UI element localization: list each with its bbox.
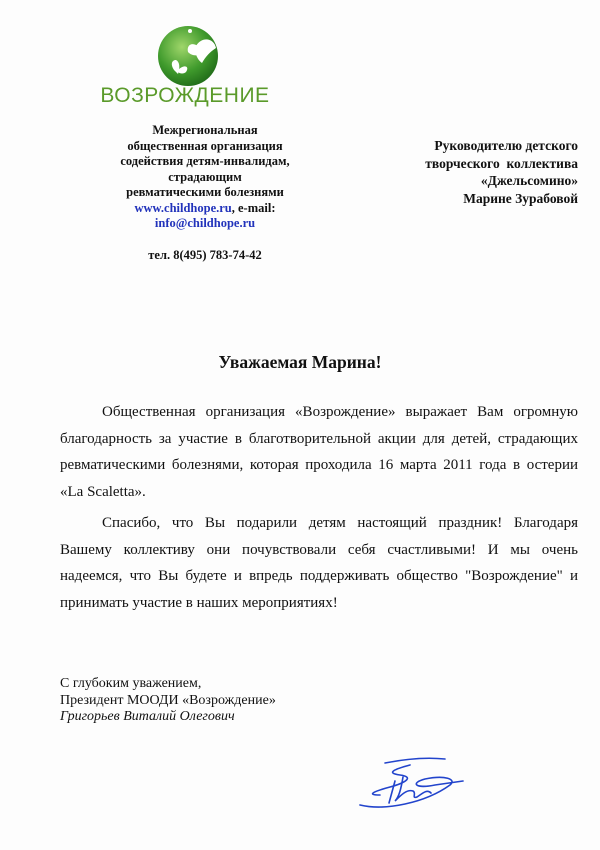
organization-info (85, 123, 325, 263)
closing-block (60, 676, 276, 726)
recipient-line: «Джельсомино» (480, 173, 578, 188)
org-line: содействия детям-инвалидам, (120, 154, 290, 168)
recipient-line: творческого коллектива (425, 155, 578, 171)
recipient-block (385, 137, 578, 207)
paragraph-line: принимать участие в наших мероприятиях! (60, 594, 338, 611)
paragraph-line: надеемся, что Вы будете и впредь поддерживать общество "Возрождение" и (60, 568, 578, 584)
greeting: Уважаемая Марина! (218, 352, 382, 372)
signer-name: Григорьев Виталий Олегович (60, 709, 235, 724)
email-link[interactable]: info@childhope.ru (154, 216, 256, 230)
email-label: , e-mail: (231, 200, 276, 215)
logo-text: ВОЗРОЖДЕНИЕ (100, 84, 270, 107)
website-link[interactable]: www.childhope.ru (134, 200, 232, 215)
paragraph-line: «La Scaletta». (60, 483, 146, 500)
paragraph-line: ревматическими болезнями, которая проходила 16 марта 2011 года в остерии (60, 457, 578, 473)
org-line: общественная организация (127, 138, 283, 153)
recipient-line: Руководителю детского (434, 138, 578, 153)
paragraph-line: благодарность за участие в благотворительной акции для детей, страдающих (60, 430, 578, 447)
paragraph-line: Вашему коллективу они почувствовали себя счастливыми! И мы очень (60, 541, 578, 558)
signature-icon (355, 755, 465, 815)
closing-regards: С глубоким уважением, (60, 676, 202, 691)
signer-title: Президент МООДИ «Возрождение» (60, 692, 276, 708)
paragraph-1 (60, 399, 578, 505)
paragraph-2 (60, 510, 578, 616)
phone-number: тел. 8(495) 783-74-42 (148, 247, 262, 262)
paragraph-line: Спасибо, что Вы подарили детям настоящий праздник! Благодаря (102, 515, 578, 531)
org-line: страдающим (168, 169, 242, 184)
org-line: Межрегиональная (152, 123, 258, 137)
org-line: ревматическими болезнями (126, 185, 284, 199)
recipient-line: Марине Зурабовой (463, 190, 578, 206)
paragraph-line: Общественная организация «Возрождение» выражает Вам огромную (102, 404, 578, 420)
